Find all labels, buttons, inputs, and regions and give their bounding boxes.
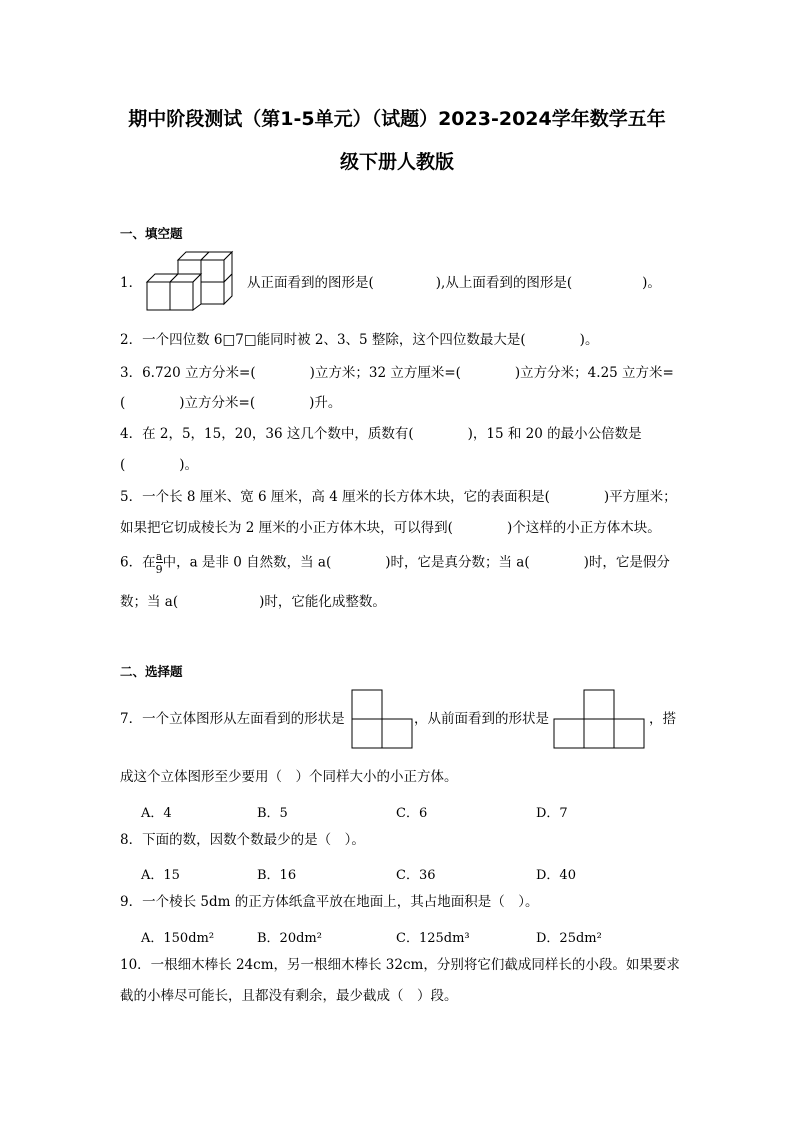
question-6-line-1: 6．在 $\frac{a}{9}$ 中，a 是非 0 自然数，当 a( )时，它是真分数；当 a( )时，它是假分 bbox=[120, 550, 670, 576]
question-8: 8．下面的数，因数个数最少的是（ ）。 bbox=[120, 832, 365, 848]
cube-stack-figure bbox=[145, 248, 237, 316]
question-4-line-2: ( )。 bbox=[120, 457, 199, 473]
page-title-line-2: 级下册人教版 bbox=[339, 151, 454, 173]
question-4-line-1: 4．在 2，5，15，20，36 这几个数中，质数有( )，15 和 20 的最小公倍数是 bbox=[120, 426, 642, 442]
question-6-line-2: 数；当 a( )时，它能化成整数。 bbox=[120, 594, 386, 610]
question-7-part-b: ，从前面看到的形状是 bbox=[414, 711, 549, 727]
question-3-line-1: 3．6.720 立方分米=( )立方米；32 立方厘米=( )立方分米；4.25 立方米= bbox=[120, 365, 674, 381]
option-a[interactable]: A．15 bbox=[141, 868, 180, 883]
question-10-line-1: 10．一根细木棒长 24cm，另一根细木棒长 32cm，分别将它们截成同样长的小段。如果要求 bbox=[120, 957, 680, 973]
left-view-figure bbox=[351, 689, 413, 749]
option-a[interactable]: A．4 bbox=[141, 806, 172, 821]
option-a[interactable]: A．150dm² bbox=[141, 931, 215, 946]
option-b[interactable]: B．5 bbox=[257, 806, 288, 821]
option-c[interactable]: C．36 bbox=[396, 868, 436, 883]
question-1-text: 从正面看到的图形是( ),从上面看到的图形是( )。 bbox=[247, 275, 661, 291]
fraction-a-over-9: $\frac{a}{9}$ bbox=[155, 550, 163, 576]
option-b[interactable]: B．20dm² bbox=[257, 931, 322, 946]
question-2: 2．一个四位数 6□7□能同时被 2、3、5 整除，这个四位数最大是( )。 bbox=[120, 332, 599, 348]
option-c[interactable]: C．125dm³ bbox=[396, 931, 470, 946]
question-7-part-c: ，搭 bbox=[649, 711, 676, 727]
page-title-line-1: 期中阶段测试（第1-5单元）（试题）2023-2024学年数学五年 bbox=[128, 108, 666, 130]
front-view-figure bbox=[553, 689, 645, 749]
question-5-line-2: 如果把它切成棱长为 2 厘米的小正方体木块，可以得到( )个这样的小正方体木块。 bbox=[120, 520, 661, 536]
question-7-line-2: 成这个立体图形至少要用（ ）个同样大小的小正方体。 bbox=[120, 769, 458, 785]
option-d[interactable]: D．40 bbox=[536, 868, 576, 883]
question-number: 1． bbox=[120, 275, 143, 291]
option-d[interactable]: D．25dm² bbox=[536, 931, 602, 946]
option-c[interactable]: C．6 bbox=[396, 806, 428, 821]
section-heading-multiple-choice: 二、选择题 bbox=[120, 664, 183, 679]
question-1 bbox=[120, 277, 142, 291]
question-5-line-1: 5．一个长 8 厘米、宽 6 厘米，高 4 厘米的长方体木块，它的表面积是( )平方厘米； bbox=[120, 489, 677, 505]
option-b[interactable]: B．16 bbox=[257, 868, 297, 883]
question-10-line-2: 截的小棒尽可能长，且都没有剩余，最少截成（ ）段。 bbox=[120, 988, 458, 1004]
option-d[interactable]: D．7 bbox=[536, 806, 568, 821]
question-9: 9．一个棱长 5dm 的正方体纸盒平放在地面上，其占地面积是（ ）。 bbox=[120, 894, 539, 910]
question-7-part-a: 7．一个立体图形从左面看到的形状是 bbox=[120, 711, 345, 727]
question-3-line-2: ( )立方分米=( )升。 bbox=[120, 395, 342, 411]
section-heading-fill-in: 一、填空题 bbox=[120, 226, 183, 241]
